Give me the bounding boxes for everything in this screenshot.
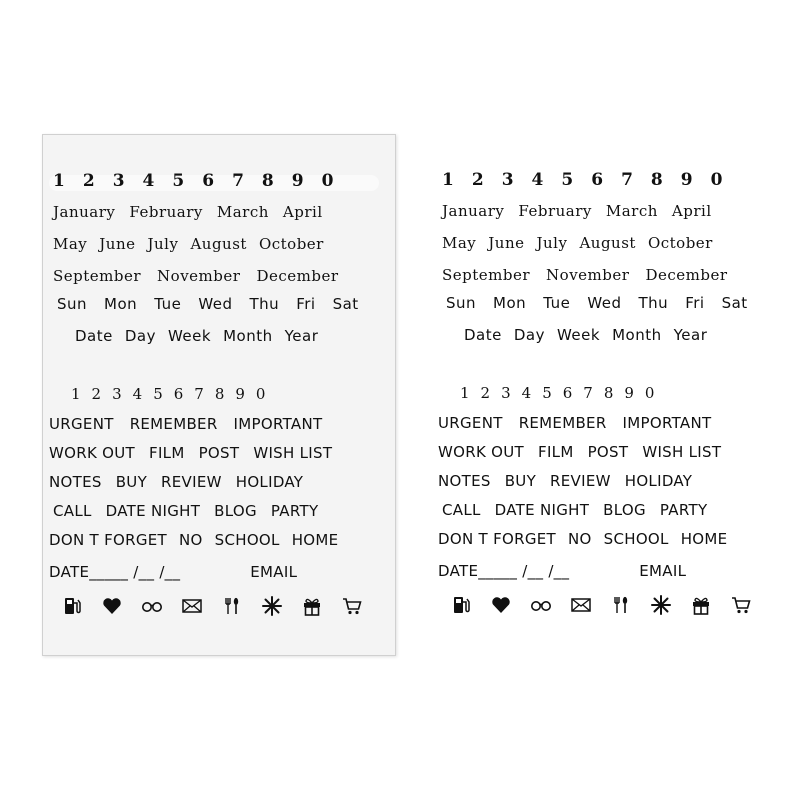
- stamp-word-fri: Fri: [685, 294, 705, 312]
- cart-icon: [341, 595, 367, 617]
- stamped-months-row-2: [442, 234, 725, 252]
- stamp-word-date: Date: [75, 327, 113, 345]
- stamp-word-holiday: HOLIDAY: [624, 472, 693, 490]
- clear-words-row-4: [53, 502, 332, 520]
- date-line-stamp: DATE_____ /__ /__: [438, 562, 570, 580]
- stamp-word-sun: Sun: [446, 294, 477, 312]
- clear-months-row-3: [53, 267, 355, 285]
- stamp-word-wed: Wed: [587, 294, 622, 312]
- stamp-word-wed: Wed: [198, 295, 233, 313]
- clear-periods-row: [75, 327, 330, 345]
- cart-icon: [730, 594, 756, 616]
- stamp-word-august: August: [579, 234, 636, 252]
- clear-words-row-3: [49, 473, 317, 491]
- clear-date-line-row: [49, 563, 297, 581]
- stamp-word-wish-list: WISH LIST: [253, 444, 333, 462]
- fuel-icon: [61, 595, 87, 617]
- stamp-word-7: 7: [621, 170, 633, 190]
- stamp-word-2: 2: [91, 385, 102, 403]
- stamped-periods-row: [464, 326, 719, 344]
- stamp-word-june: June: [99, 235, 136, 253]
- stamp-word-fri: Fri: [296, 295, 316, 313]
- stamp-word-4: 4: [132, 385, 143, 403]
- stamp-word-post: POST: [587, 443, 629, 461]
- stamp-word-september: September: [442, 266, 531, 284]
- stamp-word-7: 7: [583, 384, 593, 402]
- stamp-word-0: 0: [710, 170, 723, 190]
- stamp-word-0: 0: [255, 385, 266, 403]
- stamp-word-sat: Sat: [332, 295, 359, 313]
- stamp-word-blog: BLOG: [603, 501, 646, 519]
- envelope-icon: [570, 594, 596, 616]
- clear-words-row-5: [49, 531, 350, 549]
- stamp-word-thu: Thu: [249, 295, 280, 313]
- stamp-word-review: REVIEW: [550, 472, 611, 490]
- stamp-word-date: Date: [464, 326, 502, 344]
- date-line-stamp: DATE_____ /__ /__: [49, 563, 181, 581]
- stamp-word-march: March: [216, 203, 269, 221]
- heart-icon: [490, 594, 516, 616]
- stamped-words-row-4: [442, 501, 721, 519]
- stamp-word-october: October: [258, 235, 324, 253]
- stamp-word-2: 2: [82, 171, 95, 191]
- stamp-word-buy: BUY: [115, 473, 148, 491]
- stamp-word-call: CALL: [442, 501, 481, 519]
- stamp-word-date-night: DATE NIGHT: [494, 501, 590, 519]
- stamp-word-4: 4: [142, 171, 155, 191]
- stamp-word-important: IMPORTANT: [233, 415, 323, 433]
- stamp-word-january: January: [53, 203, 116, 221]
- cutlery-icon: [221, 595, 247, 617]
- stamp-word-sat: Sat: [721, 294, 748, 312]
- stamp-word-december: December: [256, 267, 339, 285]
- stamp-word-film: FILM: [538, 443, 574, 461]
- stamp-word-4: 4: [521, 384, 532, 402]
- stamp-word-day: Day: [124, 327, 156, 345]
- stamp-word-8: 8: [261, 171, 274, 191]
- stamp-word-3: 3: [501, 384, 511, 402]
- stamp-word-blog: BLOG: [214, 502, 257, 520]
- stamp-word-6: 6: [173, 385, 184, 403]
- stamp-word-school: SCHOOL: [214, 531, 280, 549]
- stamp-sheet-clear: [42, 134, 396, 656]
- stamp-word-9: 9: [291, 171, 304, 191]
- stamp-word-9: 9: [624, 384, 634, 402]
- stamp-word-9: 9: [235, 385, 245, 403]
- stamp-word-home: HOME: [291, 531, 339, 549]
- stamp-word-mon: Mon: [104, 295, 138, 313]
- stamp-word-november: November: [157, 267, 241, 285]
- stamp-word-6: 6: [562, 384, 573, 402]
- stamp-word-thu: Thu: [638, 294, 669, 312]
- stamp-word-work-out: WORK OUT: [49, 444, 136, 462]
- stamp-word-1: 1: [442, 170, 454, 190]
- stamp-word-may: May: [53, 235, 88, 253]
- clear-numbers-small-row: [71, 385, 276, 403]
- stamp-word-5: 5: [172, 171, 185, 191]
- stamp-word-june: June: [488, 234, 525, 252]
- stamp-word-film: FILM: [149, 444, 185, 462]
- stamp-word-remember: REMEMBER: [518, 414, 607, 432]
- stamp-word-call: CALL: [53, 502, 92, 520]
- clear-weekdays-row: [57, 295, 376, 313]
- stamp-word-august: August: [190, 235, 247, 253]
- email-stamp: EMAIL: [250, 563, 298, 581]
- gift-icon: [301, 595, 327, 617]
- stamp-word-october: October: [647, 234, 713, 252]
- stamped-numbers-small-row: [460, 384, 665, 402]
- stamp-word-march: March: [605, 202, 658, 220]
- stamp-word-work-out: WORK OUT: [438, 443, 525, 461]
- stamped-words-row-1: [438, 414, 727, 432]
- stamp-word-no: NO: [568, 530, 592, 548]
- stamp-word-urgent: URGENT: [438, 414, 503, 432]
- email-stamp: EMAIL: [639, 562, 687, 580]
- stamp-word-urgent: URGENT: [49, 415, 114, 433]
- stamp-word-party: PARTY: [659, 501, 708, 519]
- stamp-word-mon: Mon: [493, 294, 527, 312]
- stamp-word-1: 1: [53, 171, 65, 191]
- stamp-word-no: NO: [179, 531, 203, 549]
- clear-months-row-2: [53, 235, 336, 253]
- glasses-icon: [141, 595, 167, 617]
- stamp-word-buy: BUY: [504, 472, 537, 490]
- stamp-word-6: 6: [202, 171, 215, 191]
- stamp-word-6: 6: [591, 170, 604, 190]
- stamp-word-1: 1: [460, 384, 470, 402]
- asterisk-icon: [261, 595, 287, 617]
- clear-numbers-large-row: [53, 171, 351, 191]
- stamp-word-review: REVIEW: [161, 473, 222, 491]
- stamp-word-april: April: [671, 202, 712, 220]
- stamp-word-important: IMPORTANT: [622, 414, 712, 432]
- stamped-words-row-2: [438, 443, 735, 461]
- stamp-word-4: 4: [531, 170, 544, 190]
- stamp-word-0: 0: [321, 171, 334, 191]
- stamp-word-5: 5: [542, 384, 552, 402]
- stamp-word-3: 3: [112, 385, 122, 403]
- stamp-word-year: Year: [284, 327, 319, 345]
- stamp-word-july: July: [536, 234, 568, 252]
- stamped-months-row-3: [442, 266, 744, 284]
- stamp-word-5: 5: [561, 170, 574, 190]
- stamp-word-8: 8: [214, 385, 225, 403]
- stamp-word-2: 2: [471, 170, 484, 190]
- stamp-word-year: Year: [673, 326, 708, 344]
- stamped-words-row-3: [438, 472, 706, 490]
- stamp-word-week: Week: [556, 326, 601, 344]
- stamp-word-april: April: [282, 203, 323, 221]
- stamp-word-party: PARTY: [270, 502, 319, 520]
- stamp-word-month: Month: [223, 327, 273, 345]
- heart-icon: [101, 595, 127, 617]
- cutlery-icon: [610, 594, 636, 616]
- stamped-weekdays-row: [446, 294, 765, 312]
- stamp-word-february: February: [129, 203, 203, 221]
- stamp-word-november: November: [546, 266, 630, 284]
- envelope-icon: [181, 595, 207, 617]
- stamp-word-december: December: [645, 266, 728, 284]
- stamp-word-0: 0: [644, 384, 655, 402]
- stamp-word-don-t-forget: DON T FORGET: [49, 531, 167, 549]
- asterisk-icon: [650, 594, 676, 616]
- stamp-word-7: 7: [232, 171, 244, 191]
- stamped-words-row-5: [438, 530, 739, 548]
- stamp-word-3: 3: [501, 170, 514, 190]
- stamp-word-3: 3: [112, 171, 125, 191]
- stamp-word-wish-list: WISH LIST: [642, 443, 722, 461]
- clear-months-row-1: [53, 203, 337, 221]
- stamp-word-january: January: [442, 202, 505, 220]
- stamp-word-day: Day: [513, 326, 545, 344]
- stamp-word-home: HOME: [680, 530, 728, 548]
- stamp-word-month: Month: [612, 326, 662, 344]
- stamp-word-7: 7: [194, 385, 204, 403]
- stamp-word-notes: NOTES: [49, 473, 102, 491]
- clear-words-row-2: [49, 444, 346, 462]
- stamp-word-september: September: [53, 267, 142, 285]
- stamp-word-tue: Tue: [154, 295, 182, 313]
- stamp-word-don-t-forget: DON T FORGET: [438, 530, 556, 548]
- clear-words-row-1: [49, 415, 338, 433]
- stamped-icons-row: [450, 594, 770, 616]
- stamp-word-tue: Tue: [543, 294, 571, 312]
- stamp-word-july: July: [147, 235, 179, 253]
- stamp-word-week: Week: [167, 327, 212, 345]
- stamped-months-row-1: [442, 202, 726, 220]
- stamped-date-line-row: [438, 562, 686, 580]
- stamp-word-february: February: [518, 202, 592, 220]
- stamp-word-holiday: HOLIDAY: [235, 473, 304, 491]
- stamped-numbers-large-row: [442, 170, 740, 190]
- gift-icon: [690, 594, 716, 616]
- glasses-icon: [530, 594, 556, 616]
- stamp-word-2: 2: [480, 384, 491, 402]
- stamp-word-school: SCHOOL: [603, 530, 669, 548]
- stamp-word-may: May: [442, 234, 477, 252]
- fuel-icon: [450, 594, 476, 616]
- stamp-word-post: POST: [198, 444, 240, 462]
- stamp-word-remember: REMEMBER: [129, 415, 218, 433]
- stamp-impression: [432, 134, 784, 654]
- stamp-word-8: 8: [650, 170, 663, 190]
- stamp-word-notes: NOTES: [438, 472, 491, 490]
- stamp-word-9: 9: [680, 170, 693, 190]
- stamp-word-1: 1: [71, 385, 81, 403]
- stamp-word-date-night: DATE NIGHT: [105, 502, 201, 520]
- stamp-word-5: 5: [153, 385, 163, 403]
- stamp-word-sun: Sun: [57, 295, 88, 313]
- clear-icons-row: [61, 595, 381, 617]
- stamp-word-8: 8: [603, 384, 614, 402]
